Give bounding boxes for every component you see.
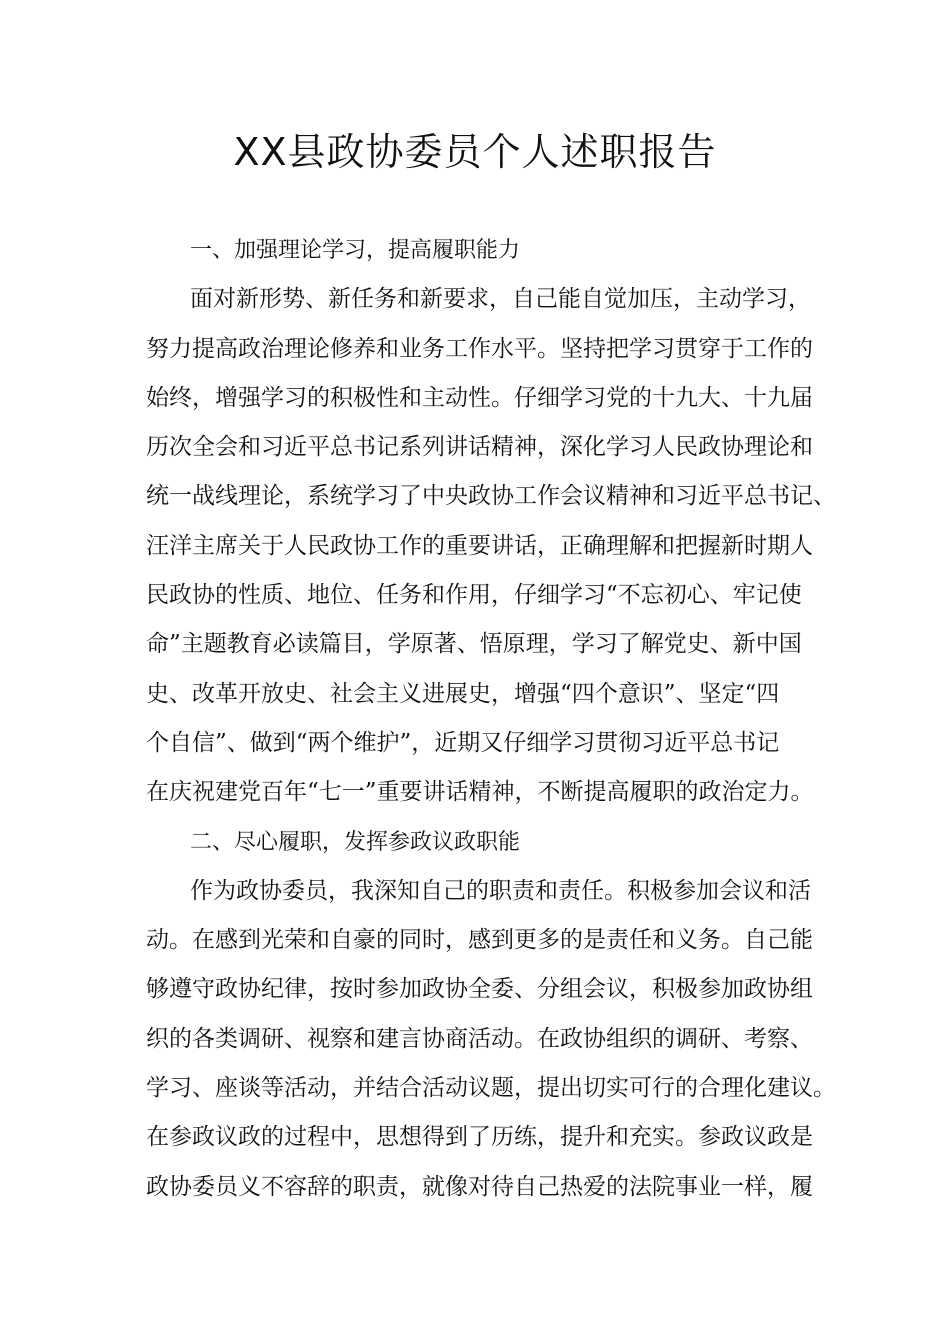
section-heading-2: 二、尽心履职，发挥参政议政职能 (190, 829, 521, 855)
text-line: 在庆祝建党百年“七一”重要讲话精神，不断提高履职的政治定力。 (146, 779, 814, 806)
text-line: 民政协的性质、地位、任务和作用，仔细学习“不忘初心、牢记使 (146, 582, 802, 609)
text-line: 努力提高政治理论修养和业务工作水平。坚持把学习贯穿于工作的 (146, 335, 813, 362)
text-line: 面对新形势、新任务和新要求，自己能自觉加压，主动学习， (190, 286, 811, 313)
text-line: 政协委员义不容辞的职责，就像对待自己热爱的法院事业一样，履 (146, 1173, 813, 1200)
text-line: 命”主题教育必读篇目，学原著、悟原理，学习了解党史、新中国 (146, 631, 802, 658)
text-line: 历次全会和习近平总书记系列讲话精神，深化学习人民政协理论和 (146, 434, 813, 461)
text-line: 学习、座谈等活动，并结合活动议题，提出切实可行的合理化建议。 (146, 1075, 836, 1102)
text-line: 统一战线理论，系统学习了中央政协工作会议精神和习近平总书记、 (146, 483, 836, 510)
text-line: 始终，增强学习的积极性和主动性。仔细学习党的十九大、十九届 (146, 384, 813, 411)
paragraph-1 (146, 275, 836, 817)
paragraph-2 (146, 867, 836, 1212)
text-line: 够遵守政协纪律，按时参加政协全委、分组会议，积极参加政协组 (146, 976, 813, 1003)
section-heading-1: 一、加强理论学习，提高履职能力 (190, 238, 521, 263)
text-line: 动。在感到光荣和自豪的同时，感到更多的是责任和义务。自己能 (146, 927, 813, 954)
text-line: 个自信”、做到“两个维护”，近期又仔细学习贯彻习近平总书记 (146, 729, 780, 756)
text-line: 作为政协委员，我深知自己的职责和责任。积极参加会议和活 (190, 877, 811, 904)
document-body (146, 226, 836, 1212)
document-title: XX县政协委员个人述职报告 (233, 130, 717, 174)
text-line: 在参政议政的过程中，思想得到了历练，提升和充实。参政议政是 (146, 1124, 813, 1151)
text-line: 汪洋主席关于人民政协工作的重要讲话，正确理解和把握新时期人 (146, 532, 813, 559)
text-line: 史、改革开放史、社会主义进展史，增强“四个意识”、坚定“四 (146, 680, 780, 707)
text-line: 织的各类调研、视察和建言协商活动。在政协组织的调研、考察、 (146, 1025, 813, 1052)
